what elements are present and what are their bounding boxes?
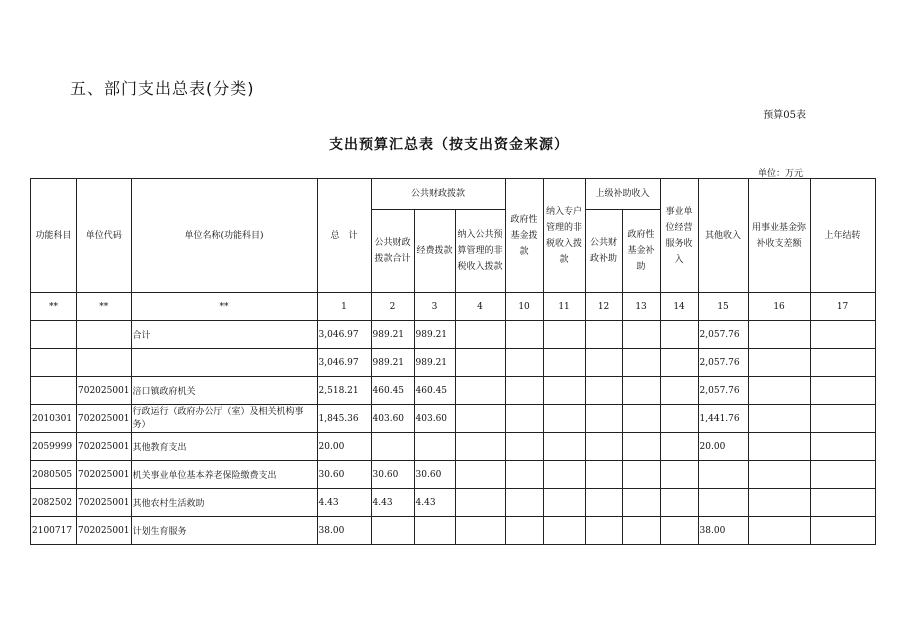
- table-cell: [660, 405, 698, 433]
- table-cell: [698, 461, 748, 489]
- table-cell: [585, 433, 622, 461]
- header-total: 总 计: [317, 179, 371, 293]
- table-cell: 其他农村生活救助: [131, 489, 317, 517]
- table-cell: 机关事业单位基本养老保险缴费支出: [131, 461, 317, 489]
- table-cell: 403.60: [371, 405, 414, 433]
- table-cell: [543, 489, 585, 517]
- unit-label: 单位：万元: [757, 169, 803, 179]
- section-title: 五、部门支出总表(分类): [70, 79, 255, 98]
- table-cell: 3,046.97: [317, 321, 371, 349]
- table-cell: [698, 489, 748, 517]
- table-row: [31, 517, 876, 545]
- table-cell: [543, 433, 585, 461]
- table-cell: [810, 461, 875, 489]
- table-cell: [660, 377, 698, 405]
- table-cell: [660, 433, 698, 461]
- table-cell: [622, 489, 660, 517]
- table-cell: 30.60: [414, 461, 455, 489]
- table-cell: [543, 349, 585, 377]
- table-cell: [505, 461, 543, 489]
- col-number: 1: [317, 293, 371, 321]
- table-cell: [31, 349, 77, 377]
- header-unit-code: 单位代码: [77, 179, 132, 293]
- table-title: 支出预算汇总表（按支出资金来源）: [329, 137, 569, 153]
- table-cell: [505, 405, 543, 433]
- table-cell: 2100717: [31, 517, 77, 545]
- table-cell: [371, 517, 414, 545]
- table-cell: [31, 377, 77, 405]
- header-superior-subsidy: 上级补助收入: [585, 179, 660, 210]
- table-cell: [810, 321, 875, 349]
- table-cell: [77, 349, 132, 377]
- col-number: 4: [455, 293, 505, 321]
- table-cell: [585, 377, 622, 405]
- table-cell: [543, 461, 585, 489]
- table-cell: 3,046.97: [317, 349, 371, 377]
- col-number: **: [77, 293, 132, 321]
- table-cell: 20.00: [317, 433, 371, 461]
- table-row: [31, 489, 876, 517]
- table-cell: [505, 433, 543, 461]
- table-cell: 2,057.76: [698, 377, 748, 405]
- col-number: 17: [810, 293, 875, 321]
- table-cell: 行政运行（政府办公厅（室）及相关机构事务）: [131, 405, 317, 433]
- table-cell: [505, 489, 543, 517]
- table-cell: 2,057.76: [698, 321, 748, 349]
- table-cell: 702025001: [77, 489, 132, 517]
- table-cell: [543, 321, 585, 349]
- table-cell: [585, 349, 622, 377]
- table-cell: [77, 321, 132, 349]
- table-cell: 2,518.21: [317, 377, 371, 405]
- table-row: [31, 461, 876, 489]
- table-cell: 38.00: [698, 517, 748, 545]
- table-cell: [748, 349, 810, 377]
- table-cell: 涪口镇政府机关: [131, 377, 317, 405]
- header-special-nontax: 纳入专户管理的非税收入拨款: [543, 179, 585, 293]
- table-cell: 2080505: [31, 461, 77, 489]
- header-public-fiscal-total: 公共财政拨款合计: [371, 210, 414, 293]
- table-cell: [810, 517, 875, 545]
- col-number: 3: [414, 293, 455, 321]
- header-gov-fund-subsidy: 政府性基金补助: [622, 210, 660, 293]
- table-cell: [543, 517, 585, 545]
- table-cell: 460.45: [414, 377, 455, 405]
- col-number: **: [131, 293, 317, 321]
- table-cell: 403.60: [414, 405, 455, 433]
- table-cell: 989.21: [371, 349, 414, 377]
- table-cell: [585, 489, 622, 517]
- table-cell: [455, 405, 505, 433]
- col-number: 10: [505, 293, 543, 321]
- table-cell: [371, 433, 414, 461]
- table-cell: 2,057.76: [698, 349, 748, 377]
- table-cell: [455, 461, 505, 489]
- table-row: [31, 377, 876, 405]
- table-cell: [748, 517, 810, 545]
- header-gov-fund: 政府性基金拨款: [505, 179, 543, 293]
- table-cell: [505, 321, 543, 349]
- table-cell: [131, 349, 317, 377]
- table-cell: [585, 461, 622, 489]
- header-nontax-in-budget: 纳入公共预算管理的非税收入拨款: [455, 210, 505, 293]
- table-cell: [748, 433, 810, 461]
- col-number: 15: [698, 293, 748, 321]
- header-public-fiscal: 公共财政拨款: [371, 179, 505, 210]
- table-cell: 2059999: [31, 433, 77, 461]
- col-number: 11: [543, 293, 585, 321]
- table-cell: 其他教育支出: [131, 433, 317, 461]
- table-cell: 计划生育服务: [131, 517, 317, 545]
- table-cell: [622, 517, 660, 545]
- table-cell: [622, 405, 660, 433]
- header-fund-offset: 用事业基金弥补收支差额: [748, 179, 810, 293]
- column-number-row: [31, 293, 876, 321]
- table-cell: 989.21: [414, 349, 455, 377]
- table-row: [31, 433, 876, 461]
- table-cell: [810, 433, 875, 461]
- table-cell: 989.21: [371, 321, 414, 349]
- table-cell: 460.45: [371, 377, 414, 405]
- table-cell: [660, 461, 698, 489]
- table-cell: [660, 517, 698, 545]
- table-cell: [810, 377, 875, 405]
- budget-table: [30, 178, 876, 545]
- col-number: 14: [660, 293, 698, 321]
- table-cell: 38.00: [317, 517, 371, 545]
- table-cell: [543, 405, 585, 433]
- header-func-code: 功能科目: [31, 179, 77, 293]
- table-cell: 702025001: [77, 405, 132, 433]
- table-cell: [543, 377, 585, 405]
- table-cell: 702025001: [77, 377, 132, 405]
- table-cell: 989.21: [414, 321, 455, 349]
- table-cell: 702025001: [77, 461, 132, 489]
- col-number: 12: [585, 293, 622, 321]
- table-cell: [585, 405, 622, 433]
- table-cell: [748, 489, 810, 517]
- header-operating-grant: 经费拨款: [414, 210, 455, 293]
- table-cell: [414, 433, 455, 461]
- table-cell: 4.43: [414, 489, 455, 517]
- header-other-income: 其他收入: [698, 179, 748, 293]
- col-number: **: [31, 293, 77, 321]
- table-cell: 2082502: [31, 489, 77, 517]
- table-cell: [585, 321, 622, 349]
- header-unit-name: 单位名称(功能科目): [131, 179, 317, 293]
- table-cell: 4.43: [317, 489, 371, 517]
- table-cell: [31, 321, 77, 349]
- col-number: 2: [371, 293, 414, 321]
- table-cell: 4.43: [371, 489, 414, 517]
- table-cell: [455, 377, 505, 405]
- table-row: [31, 349, 876, 377]
- table-row: [31, 321, 876, 349]
- table-cell: [455, 433, 505, 461]
- table-cell: [505, 517, 543, 545]
- header-public-fiscal-subsidy: 公共财政补助: [585, 210, 622, 293]
- table-cell: 2010301: [31, 405, 77, 433]
- table-cell: 30.60: [371, 461, 414, 489]
- table-cell: [455, 517, 505, 545]
- table-cell: [622, 433, 660, 461]
- header-business-income: 事业单位经营服务收入: [660, 179, 698, 293]
- table-cell: [810, 349, 875, 377]
- table-cell: 20.00: [698, 433, 748, 461]
- table-cell: [748, 377, 810, 405]
- table-cell: [622, 321, 660, 349]
- table-cell: [810, 489, 875, 517]
- table-row: [31, 405, 876, 433]
- col-number: 13: [622, 293, 660, 321]
- table-cell: [660, 349, 698, 377]
- table-cell: [810, 405, 875, 433]
- col-number: 16: [748, 293, 810, 321]
- table-cell: [505, 377, 543, 405]
- table-cell: 702025001: [77, 517, 132, 545]
- table-cell: 702025001: [77, 433, 132, 461]
- table-cell: [505, 349, 543, 377]
- table-cell: [660, 489, 698, 517]
- table-cell: 1,845.36: [317, 405, 371, 433]
- table-cell: [455, 321, 505, 349]
- table-cell: [455, 349, 505, 377]
- table-cell: [585, 517, 622, 545]
- table-cell: [622, 461, 660, 489]
- table-cell: [414, 517, 455, 545]
- table-cell: [748, 321, 810, 349]
- table-cell: [748, 405, 810, 433]
- form-number: 预算05表: [763, 110, 806, 121]
- table-cell: [622, 349, 660, 377]
- table-cell: [622, 377, 660, 405]
- table-cell: 30.60: [317, 461, 371, 489]
- table-cell: 1,441.76: [698, 405, 748, 433]
- table-cell: [455, 489, 505, 517]
- table-cell: [660, 321, 698, 349]
- table-cell: 合计: [131, 321, 317, 349]
- table-cell: [748, 461, 810, 489]
- header-carryover: 上年结转: [810, 179, 875, 293]
